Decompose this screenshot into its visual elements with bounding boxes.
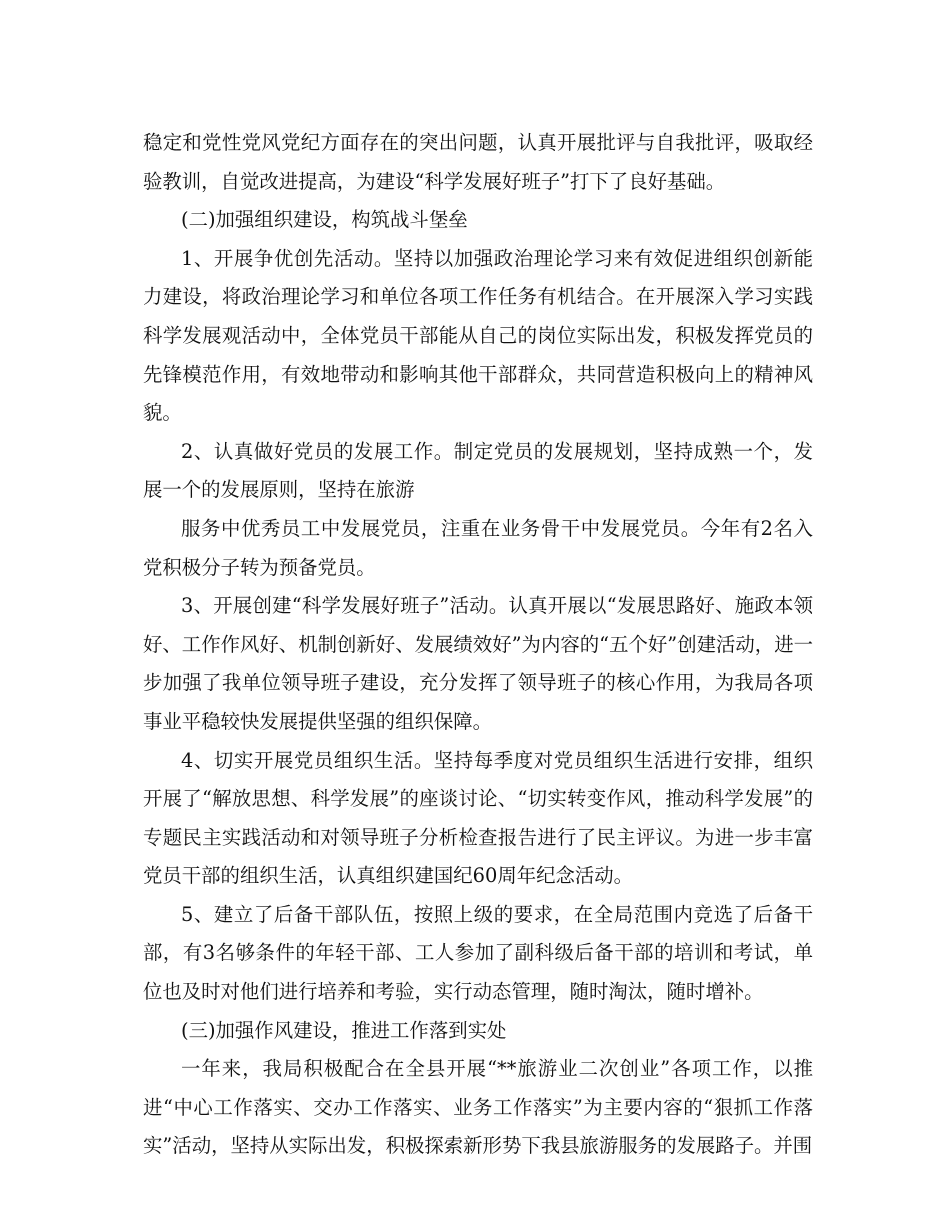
paragraph-item-2: 2、认真做好党员的发展工作。制定党员的发展规划，坚持成熟一个，发展一个的发展原则，坚持在旅游	[143, 439, 813, 502]
paragraph-item-2-continued: 服务中优秀员工中发展党员，注重在业务骨干中发展党员。今年有2名入党积极分子转为预备党员。	[143, 516, 813, 579]
section-heading-organization: (二)加强组织建设，构筑战斗堡垒	[181, 208, 468, 232]
paragraph-work-style: 一年来，我局积极配合在全县开展“**旅游业二次创业”各项工作，以推进“中心工作落实、交办工作落实、业务工作落实”为主要内容的“狠抓工作落实”活动，坚持从实际出发，积极探索新形势下我县旅游服务的发展路子。并围	[143, 1057, 813, 1158]
paragraph-continued-intro: 稳定和党性党风党纪方面存在的突出问题，认真开展批评与自我批评，吸取经验教训，自觉改进提高，为建设“科学发展好班子”打下了良好基础。	[143, 131, 813, 193]
paragraph-item-1: 1、开展争优创先活动。坚持以加强政治理论学习来有效促进组织创新能力建设，将政治理论学习和单位各项工作任务有机结合。在开展深入学习实践科学发展观活动中，全体党员干部能从自己的岗位实际出发，积极发挥党员的先锋模范作用，有效地带动和影响其他干部群众，共同营造积极向上的精神风貌。	[143, 246, 813, 425]
paragraph-item-3: 3、开展创建“科学发展好班子”活动。认真开展以“发展思路好、施政本领好、工作作风好、机制创新好、发展绩效好”为内容的“五个好”创建活动，进一步加强了我单位领导班子建设，充分发挥了领导班子的核心作用，为我局各项事业平稳较快发展提供坚强的组织保障。	[143, 594, 813, 733]
section-heading-work-style: (三)加强作风建设，推进工作落到实处	[181, 1018, 507, 1042]
paragraph-item-5: 5、建立了后备干部队伍，按照上级的要求，在全局范围内竞选了后备干部，有3名够条件的年轻干部、工人参加了副科级后备干部的培训和考试，单位也及时对他们进行培养和考验，实行动态管理，随时淘汰，随时增补。	[143, 902, 813, 1004]
document-body	[143, 124, 813, 1166]
paragraph-item-4: 4、切实开展党员组织生活。坚持每季度对党员组织生活进行安排，组织开展了“解放思想、科学发展”的座谈讨论、“切实转变作风，推动科学发展”的专题民主实践活动和对领导班子分析检查报告进行了民主评议。为进一步丰富党员干部的组织生活，认真组织建国纪60周年纪念活动。	[143, 748, 813, 888]
